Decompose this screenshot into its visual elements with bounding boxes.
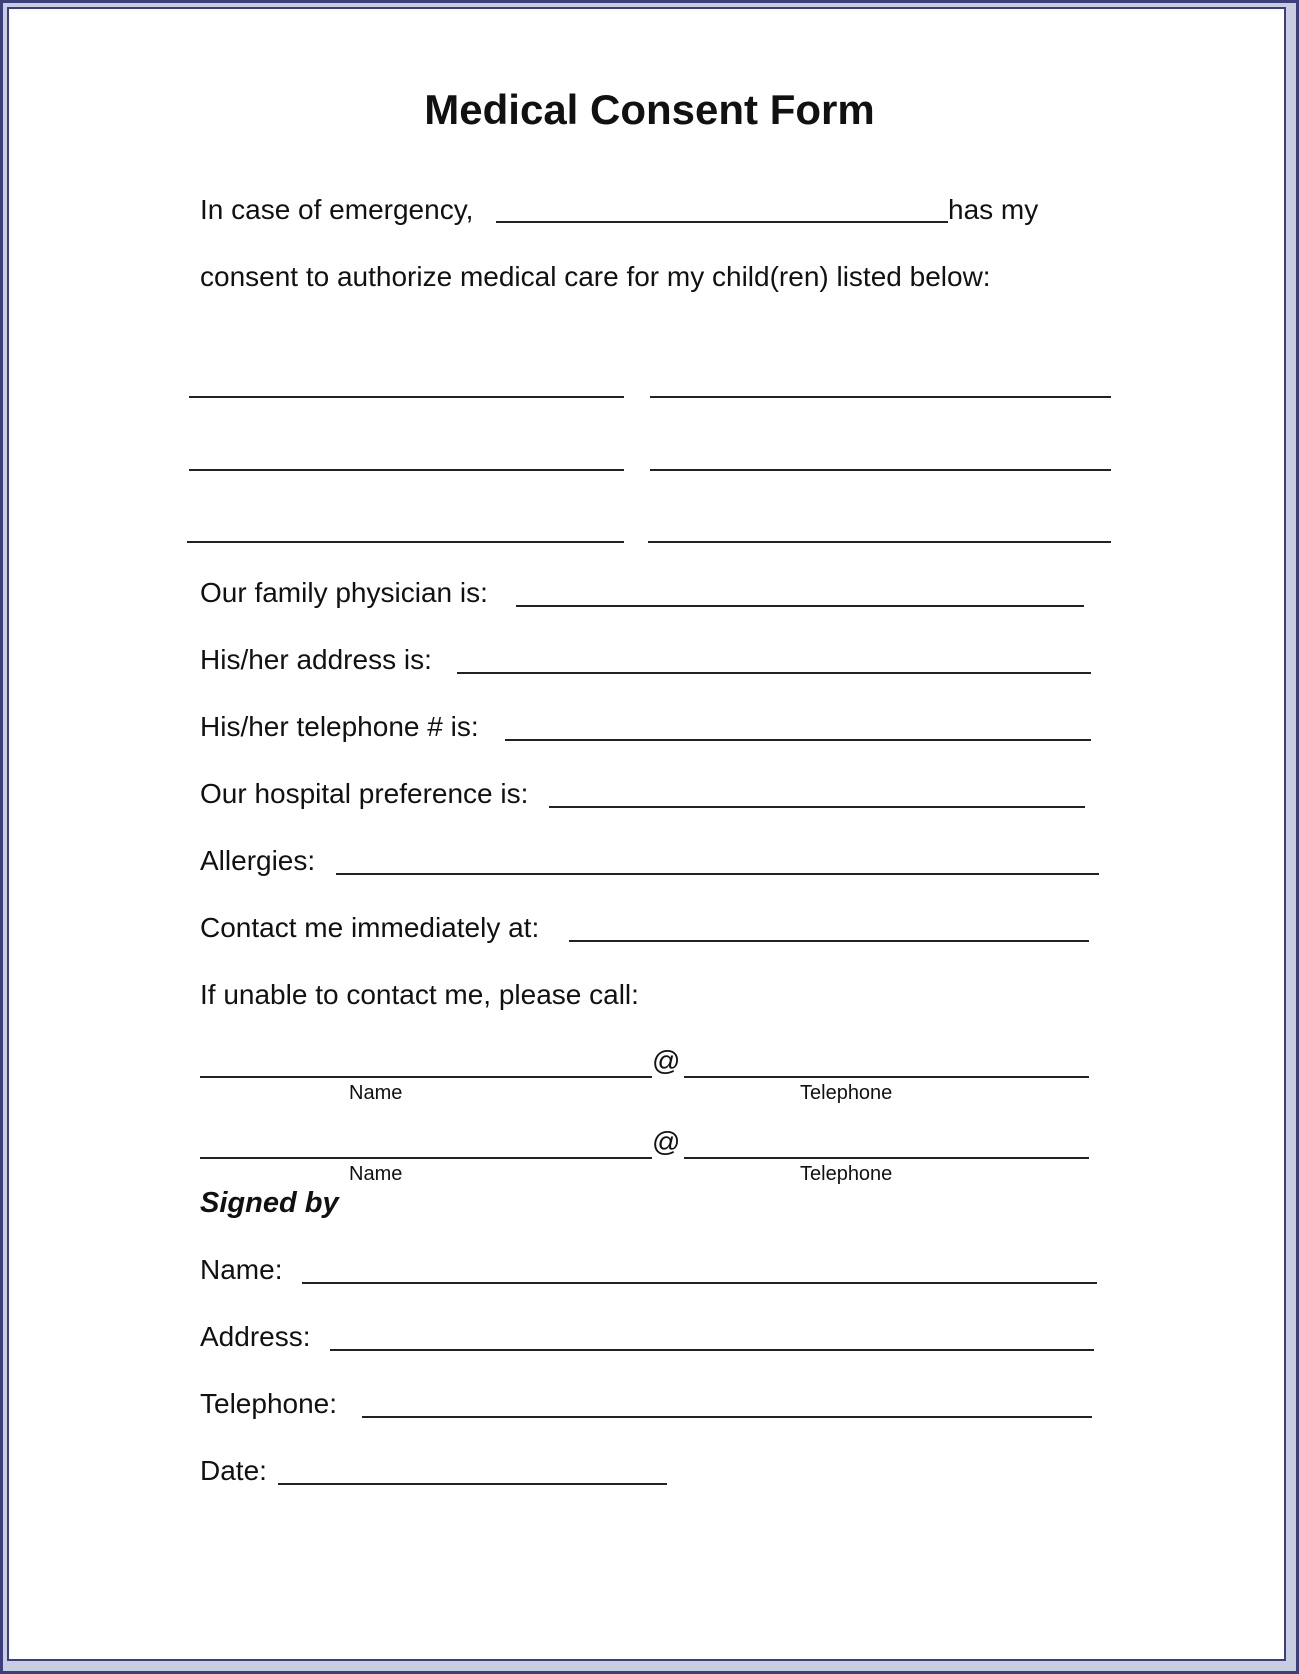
- alternate-1-telephone-line[interactable]: [684, 1076, 1089, 1078]
- child-line-4[interactable]: [650, 469, 1111, 471]
- physician-address-line[interactable]: [457, 672, 1091, 674]
- date-line[interactable]: [278, 1483, 667, 1485]
- intro-line2: consent to authorize medical care for my child(ren) listed below:: [200, 261, 991, 292]
- child-line-5[interactable]: [187, 541, 624, 543]
- alternate-1-name-caption: Name: [349, 1082, 403, 1104]
- intro-suffix: has my: [948, 194, 1039, 225]
- signer-telephone-line[interactable]: [362, 1416, 1092, 1418]
- hospital-label: Our hospital preference is:: [200, 778, 529, 809]
- physician-label: Our family physician is:: [200, 577, 488, 608]
- hospital-line[interactable]: [549, 806, 1085, 808]
- signer-name-label: Name:: [200, 1254, 283, 1285]
- guardian-name-line[interactable]: [496, 221, 948, 223]
- child-line-1[interactable]: [189, 396, 624, 398]
- intro-prefix: In case of emergency,: [200, 194, 474, 225]
- alternate-1-at: @: [652, 1045, 681, 1076]
- physician-address-label: His/her address is:: [200, 644, 432, 675]
- signer-telephone-label: Telephone:: [200, 1388, 338, 1419]
- allergies-line[interactable]: [336, 873, 1099, 875]
- alternate-1-telephone-caption: Telephone: [800, 1082, 893, 1104]
- alternate-2-at: @: [652, 1126, 681, 1157]
- alternate-2-name-line[interactable]: [200, 1157, 652, 1159]
- alternate-2-telephone-caption: Telephone: [800, 1163, 893, 1185]
- child-line-3[interactable]: [189, 469, 624, 471]
- alternate-contact-label: If unable to contact me, please call:: [200, 979, 639, 1010]
- physician-telephone-line[interactable]: [505, 739, 1091, 741]
- child-line-2[interactable]: [650, 396, 1111, 398]
- signer-address-line[interactable]: [330, 1349, 1094, 1351]
- physician-telephone-label: His/her telephone # is:: [200, 711, 479, 742]
- form-title: Medical Consent Form: [424, 86, 875, 133]
- alternate-2-telephone-line[interactable]: [684, 1157, 1089, 1159]
- contact-label: Contact me immediately at:: [200, 912, 540, 943]
- signer-name-line[interactable]: [302, 1282, 1097, 1284]
- signer-address-label: Address:: [200, 1321, 311, 1352]
- allergies-label: Allergies:: [200, 845, 316, 876]
- contact-line[interactable]: [569, 940, 1089, 942]
- alternate-1-name-line[interactable]: [200, 1076, 652, 1078]
- child-line-6[interactable]: [648, 541, 1111, 543]
- physician-line[interactable]: [516, 605, 1084, 607]
- alternate-2-name-caption: Name: [349, 1163, 403, 1185]
- signed-by-heading: Signed by: [200, 1187, 339, 1219]
- document-page: [7, 7, 1286, 1661]
- date-label: Date:: [200, 1455, 267, 1486]
